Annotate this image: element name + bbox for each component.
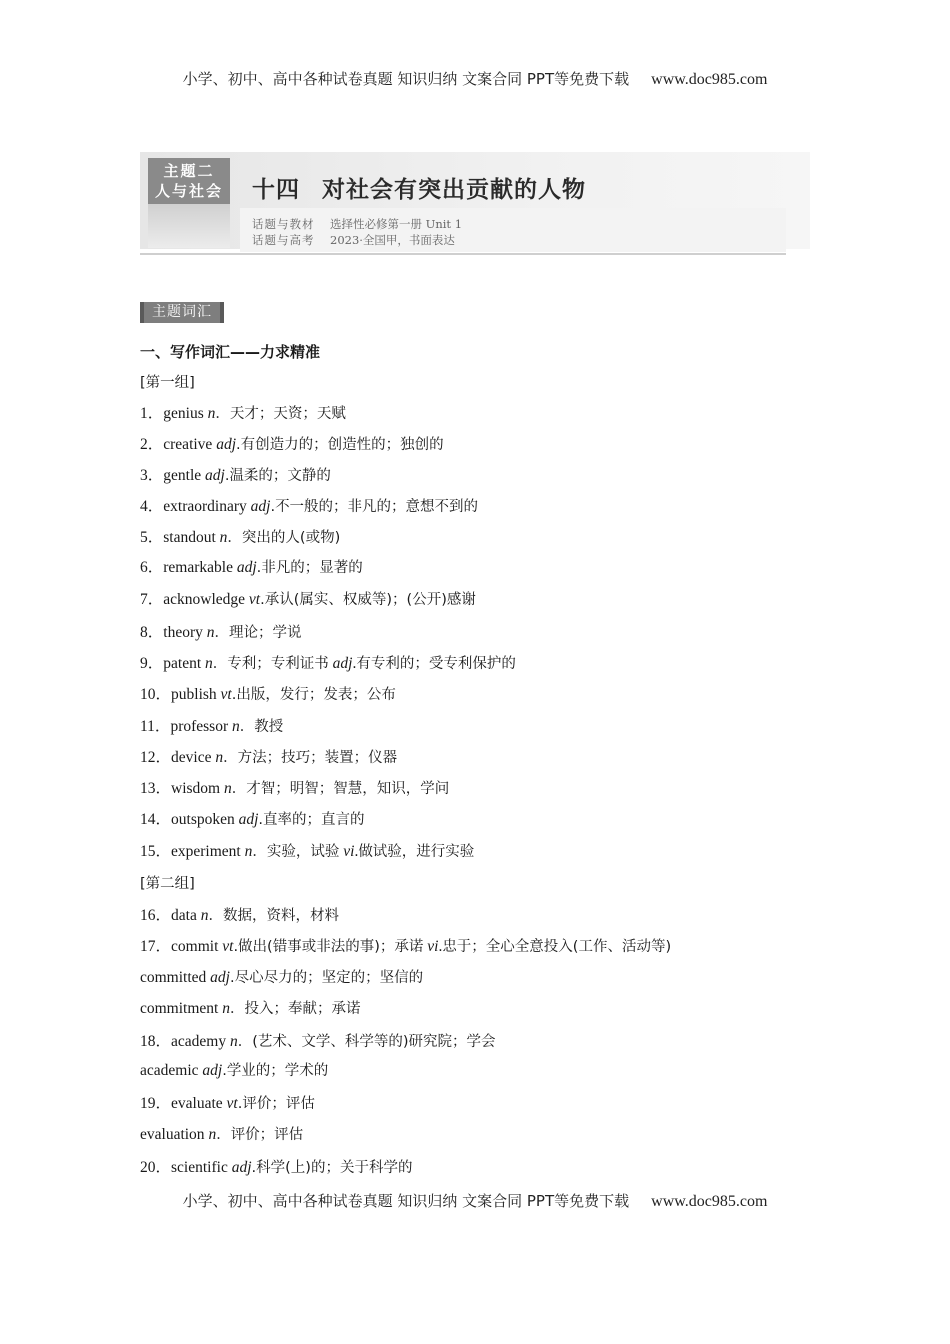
vocab-entry: [140, 745, 397, 767]
entry-sep: .: [270, 499, 276, 515]
vocab-entry: 9．patent n．专利；专利证书 adj.有专利的；受专利保护的: [140, 655, 516, 672]
entry-number: 1．: [140, 405, 164, 422]
entry-number: 7．: [140, 591, 164, 608]
entry-number: 11．: [140, 718, 171, 735]
entry-pos: n: [223, 780, 232, 797]
vocab-entry: [140, 620, 302, 642]
vocab-entry: [140, 966, 423, 987]
entry-pos: n: [200, 907, 209, 924]
vocab-entry: [140, 997, 360, 1018]
footer-text: 小学、初中、高中各种试卷真题 知识归纳 文案合同 PPT等免费下载: [182, 1192, 630, 1210]
section-heading: 一、写作词汇——力求精准: [140, 343, 321, 361]
entry-word: commitment: [140, 1000, 219, 1017]
section-tag: 主题词汇: [140, 302, 224, 323]
unit-number: 十四: [252, 177, 300, 203]
vocab-entry: [140, 463, 331, 485]
entry-pos: n: [219, 529, 228, 546]
entry-pos: n: [222, 1000, 230, 1017]
entry-word: academy: [171, 1033, 227, 1050]
entry-pos: n: [207, 405, 216, 422]
entry-pos: adj: [238, 811, 259, 828]
unit-title: [252, 171, 586, 204]
entry-pos: adj: [202, 1062, 223, 1079]
entry-number: 9．: [140, 655, 164, 672]
vocab-entry: [140, 525, 340, 547]
entry-number: 18．: [140, 1033, 172, 1050]
entry-definition: 尽心尽力的；坚定的；坚信的: [234, 970, 424, 986]
entry-sep: ．: [231, 781, 247, 797]
entry-definition: 温柔的；文静的: [229, 468, 331, 484]
entry-definition: 直率的；直言的: [263, 812, 365, 828]
meta-key: 话题与高考: [252, 233, 315, 247]
entry-sep: ．: [223, 750, 238, 766]
entry-pos: adj: [205, 467, 225, 484]
entry-pos: vt: [226, 1095, 238, 1112]
entry-sep: .: [237, 1096, 243, 1112]
entry-word: acknowledge: [163, 591, 246, 608]
entry-pos: n: [206, 624, 215, 641]
entry-pos: vt: [248, 591, 261, 608]
entry-definition: 学业的；学术的: [226, 1063, 329, 1079]
entry-number: 10．: [140, 686, 172, 703]
entry-pos: n: [208, 1126, 217, 1143]
header-url[interactable]: www.doc985.com: [651, 71, 768, 88]
entry-definition: 专利；专利证书: [227, 656, 329, 672]
entry-pos: vt: [222, 938, 234, 955]
theme-line1: 主题二: [163, 162, 215, 180]
entry-word: commit: [171, 938, 219, 955]
vocab-entry: [140, 555, 363, 577]
entry-sep: ．: [227, 530, 242, 546]
entry-pos: adj: [236, 559, 257, 576]
entry-word: patent: [163, 655, 202, 672]
group-label: [第一组]: [140, 375, 195, 391]
entry-definition: 科学(上)的；关于科学的: [256, 1160, 413, 1176]
entry-sep: .: [224, 468, 230, 484]
entry-sep: ．: [212, 656, 228, 672]
theme-badge: [148, 158, 230, 204]
meta-value: 2023·全国甲，书面表达: [330, 233, 455, 247]
vocab-entry: [140, 714, 283, 736]
vocab-entry: [140, 776, 449, 798]
vocab-entry: [140, 401, 346, 423]
vocab-entry: [140, 807, 365, 829]
entry-definition: 出版，发行；发表；公布: [236, 687, 396, 703]
entry-pos-2: vi: [427, 938, 439, 955]
entry-word: theory: [163, 624, 203, 641]
entry-sep: .: [258, 812, 264, 828]
entry-word: genius: [163, 405, 204, 422]
vocab-entry: [140, 494, 478, 516]
entry-number: 14．: [140, 811, 172, 828]
entry-pos: vt: [220, 686, 232, 703]
entry-sep: .: [256, 560, 262, 576]
entry-definition: 承认(属实、权威等)；(公开)感谢: [264, 592, 476, 608]
entry-word: scientific: [171, 1159, 228, 1176]
entry-definition: 评价；评估: [230, 1127, 304, 1143]
entry-sep: ．: [215, 406, 230, 422]
banner-divider: [140, 253, 786, 255]
entry-definition-2: 有专利的；受专利保护的: [356, 656, 516, 672]
entry-definition: 突出的人(或物): [241, 530, 341, 546]
entry-word: remarkable: [163, 559, 233, 576]
entry-number: 2．: [140, 436, 164, 453]
entry-number: 12．: [140, 749, 172, 766]
meta-value: 选择性必修第一册 Unit 1: [330, 217, 463, 231]
entry-definition: 才智；明智；智慧，知识，学问: [246, 781, 450, 797]
entry-definition: 教授: [254, 719, 284, 735]
vocab-entry: [140, 1091, 315, 1113]
entry-definition-2: 忠于；全心全意投入(工作、活动等): [442, 939, 672, 955]
vocab-entry: [140, 1029, 496, 1051]
entry-definition: 有创造力的；创造性的；独创的: [240, 437, 444, 453]
meta-row-textbook: [252, 216, 462, 232]
entry-word: evaluation: [140, 1126, 205, 1143]
entry-pos: adj: [210, 969, 230, 986]
entry-number: 19．: [140, 1095, 172, 1112]
entry-number: 13．: [140, 780, 172, 797]
entry-sep: .: [222, 1063, 227, 1079]
entry-number: 5．: [140, 529, 164, 546]
entry-word: device: [171, 749, 212, 766]
entry-pos: adj: [231, 1159, 252, 1176]
entry-sep: .: [251, 1160, 257, 1176]
entry-sep: .: [236, 437, 241, 453]
entry-definition: 投入；奉献；承诺: [244, 1001, 361, 1017]
entry-word: data: [171, 907, 197, 924]
meta-row-exam: [252, 232, 455, 248]
entry-number: 3．: [140, 467, 164, 484]
entry-definition: 方法；技巧；装置；仪器: [237, 750, 398, 766]
site-header: [0, 68, 950, 89]
unit-title-text: 对社会有突出贡献的人物: [322, 177, 586, 203]
entry-pos: n: [205, 655, 213, 672]
entry-sep: ．: [216, 1127, 231, 1143]
vocab-entry: [140, 1123, 303, 1144]
vocab-entry: [140, 903, 339, 925]
entry-sep: ．: [214, 625, 229, 641]
entry-word: experiment: [171, 843, 241, 860]
entry-word: committed: [140, 969, 207, 986]
entry-sep: ．: [252, 844, 267, 860]
entry-word: extraordinary: [163, 498, 247, 515]
entry-pos: adj: [250, 498, 271, 515]
entry-pos: n: [244, 843, 253, 860]
entry-sep: .: [260, 592, 265, 608]
entry-word: outspoken: [171, 811, 235, 828]
entry-definition: 不一般的；非凡的；意想不到的: [275, 499, 479, 515]
entry-number: 8．: [140, 624, 164, 641]
entry-word: wisdom: [171, 780, 221, 797]
entry-pos-2: vi: [343, 843, 355, 860]
entry-definition: 实验，试验: [266, 844, 340, 860]
unit-banner: [140, 152, 810, 256]
entry-definition: 非凡的；显著的: [261, 560, 363, 576]
header-text: 小学、初中、高中各种试卷真题 知识归纳 文案合同 PPT等免费下载: [182, 70, 630, 88]
entry-definition: 理论；学说: [229, 625, 302, 641]
theme-line2: 人与社会: [154, 182, 223, 200]
vocab-entry: [140, 682, 396, 704]
entry-word: professor: [170, 718, 229, 735]
vocab-entry: 17．commit vt.做出(错事或非法的事)；承诺 vi.忠于；全心全意投入(工作、活动等): [140, 938, 672, 955]
entry-sep: .: [231, 687, 237, 703]
entry-number: 4．: [140, 498, 164, 515]
site-footer: [0, 1190, 950, 1211]
entry-definition-2: 做试验，进行实验: [358, 844, 475, 860]
entry-definition: 天才；天资；天赋: [229, 406, 346, 422]
entry-number: 15．: [140, 843, 172, 860]
entry-pos: n: [215, 749, 224, 766]
entry-sep: ．: [237, 1034, 253, 1050]
entry-pos-2: adj: [332, 655, 353, 672]
entry-word: creative: [163, 436, 213, 453]
vocab-entry: [140, 432, 444, 454]
entry-number: 6．: [140, 559, 164, 576]
vocab-entry: [140, 587, 476, 609]
footer-url[interactable]: www.doc985.com: [651, 1193, 768, 1210]
entry-sep: .: [233, 939, 239, 955]
entry-word: publish: [171, 686, 217, 703]
entry-sep: ．: [229, 1001, 245, 1017]
entry-word: standout: [163, 529, 216, 546]
vocab-entry: [140, 1059, 328, 1080]
entry-word: evaluate: [171, 1095, 223, 1112]
entry-number: 20．: [140, 1159, 172, 1176]
entry-word: academic: [140, 1062, 199, 1079]
meta-key: 话题与教材: [252, 217, 315, 231]
entry-pos: n: [229, 1033, 238, 1050]
entry-pos: adj: [216, 436, 236, 453]
group-label: [第二组]: [140, 876, 195, 892]
entry-sep: .: [229, 970, 235, 986]
entry-pos: n: [232, 718, 240, 735]
entry-number: 17．: [140, 938, 172, 955]
entry-sep: ．: [239, 719, 255, 735]
vocab-entry: [140, 1155, 412, 1177]
entry-definition: 数据，资料，材料: [222, 908, 339, 924]
entry-definition: (艺术、文学、科学等的)研究院；学会: [252, 1034, 496, 1050]
vocab-entry: 15．experiment n．实验，试验 vi.做试验，进行实验: [140, 843, 475, 860]
entry-word: gentle: [163, 467, 202, 484]
entry-sep: ．: [208, 908, 223, 924]
entry-number: 16．: [140, 907, 172, 924]
entry-definition: 做出(错事或非法的事)；承诺: [238, 939, 424, 955]
entry-definition: 评价；评估: [242, 1096, 315, 1112]
